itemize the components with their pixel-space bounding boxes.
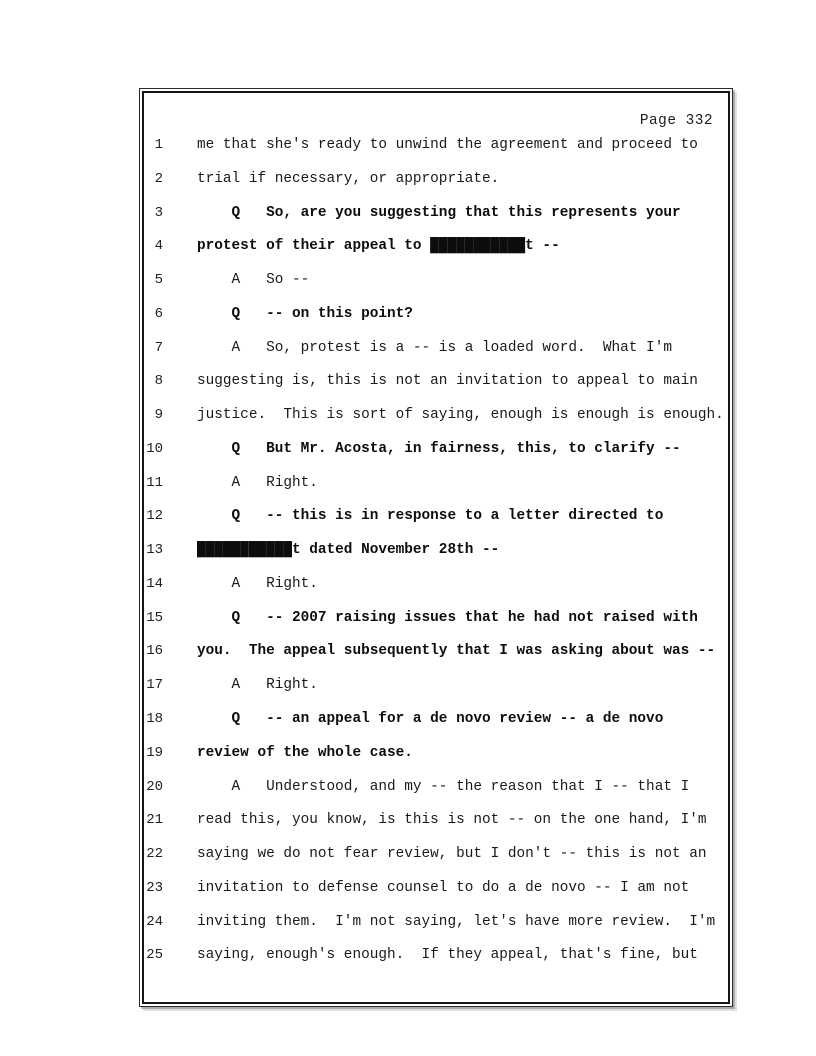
line-number: 18 <box>146 711 163 728</box>
line-number: 3 <box>154 204 163 221</box>
transcript-line <box>144 948 728 982</box>
line-number: 12 <box>146 508 163 525</box>
line-number: 4 <box>154 238 163 255</box>
transcript-line <box>144 847 728 881</box>
transcript-line <box>144 577 728 611</box>
line-number: 14 <box>146 575 163 592</box>
line-text: invitation to defense counsel to do a de novo -- I am not <box>197 879 690 896</box>
line-text: Q -- an appeal for a de novo review -- a de novo <box>197 711 664 728</box>
line-number: 8 <box>154 373 163 390</box>
line-number: 24 <box>146 913 163 930</box>
line-number: 9 <box>154 407 163 424</box>
transcript-line <box>144 813 728 847</box>
page-frame <box>142 91 730 1004</box>
transcript-line <box>144 509 728 543</box>
line-number: 6 <box>154 305 163 322</box>
transcript-line <box>144 442 728 476</box>
line-text: A Right. <box>197 575 318 592</box>
line-text: read this, you know, is this is not -- on the one hand, I'm <box>197 812 707 829</box>
transcript-line <box>144 678 728 712</box>
line-number: 11 <box>146 474 163 491</box>
transcript-lines <box>144 138 728 982</box>
line-text: Q -- 2007 raising issues that he had not raised with <box>197 609 698 626</box>
line-number: 2 <box>154 170 163 187</box>
line-text: protest of their appeal to ███████████t -- <box>197 238 560 255</box>
transcript-line <box>144 611 728 645</box>
line-text: Q But Mr. Acosta, in fairness, this, to clarify -- <box>197 440 681 457</box>
line-number: 17 <box>146 677 163 694</box>
line-text: Q -- on this point? <box>197 305 413 322</box>
line-text: justice. This is sort of saying, enough is enough is enough. <box>197 407 724 424</box>
line-number: 22 <box>146 846 163 863</box>
line-text: suggesting is, this is not an invitation to appeal to main <box>197 373 698 390</box>
transcript-line <box>144 172 728 206</box>
line-text: me that she's ready to unwind the agreement and proceed to <box>197 137 698 153</box>
line-text: saying we do not fear review, but I don't -- this is not an <box>197 846 707 863</box>
transcript-line <box>144 476 728 510</box>
transcript-line <box>144 138 728 172</box>
line-number: 13 <box>146 542 163 559</box>
line-text: A Right. <box>197 677 318 694</box>
line-text: Q So, are you suggesting that this represents your <box>197 204 681 221</box>
page-number: Page 332 <box>639 113 713 129</box>
transcript-line <box>144 273 728 307</box>
line-text: review of the whole case. <box>197 744 413 761</box>
transcript-line <box>144 408 728 442</box>
line-text: inviting them. I'm not saying, let's have more review. I'm <box>197 913 716 930</box>
transcript-line <box>144 374 728 408</box>
transcript-line <box>144 206 728 240</box>
transcript-page <box>139 88 733 1007</box>
line-number: 16 <box>146 643 163 660</box>
line-text: you. The appeal subsequently that I was asking about was -- <box>197 643 716 660</box>
transcript-line <box>144 746 728 780</box>
line-number: 23 <box>146 879 163 896</box>
line-number: 19 <box>146 744 163 761</box>
line-number: 20 <box>146 778 163 795</box>
line-number: 25 <box>146 947 163 964</box>
line-text: A So -- <box>197 272 310 289</box>
line-number: 15 <box>146 609 163 626</box>
transcript-line <box>144 239 728 273</box>
transcript-line <box>144 712 728 746</box>
transcript-line <box>144 780 728 814</box>
line-number: 7 <box>154 339 163 356</box>
transcript-line <box>144 915 728 949</box>
line-number: 5 <box>154 272 163 289</box>
line-text: A So, protest is a -- is a loaded word. What I'm <box>197 339 672 356</box>
line-text: A Right. <box>197 474 318 491</box>
line-number: 10 <box>146 440 163 457</box>
line-number: 21 <box>146 812 163 829</box>
transcript-line <box>144 543 728 577</box>
transcript-line <box>144 644 728 678</box>
line-text: Q -- this is in response to a letter directed to <box>197 508 664 525</box>
transcript-line <box>144 307 728 341</box>
line-text: ███████████t dated November 28th -- <box>197 542 500 559</box>
transcript-line <box>144 341 728 375</box>
line-number: 1 <box>154 137 163 153</box>
line-text: saying, enough's enough. If they appeal, that's fine, but <box>197 947 698 964</box>
transcript-line <box>144 881 728 915</box>
line-text: A Understood, and my -- the reason that I -- that I <box>197 778 690 795</box>
line-text: trial if necessary, or appropriate. <box>197 170 500 187</box>
